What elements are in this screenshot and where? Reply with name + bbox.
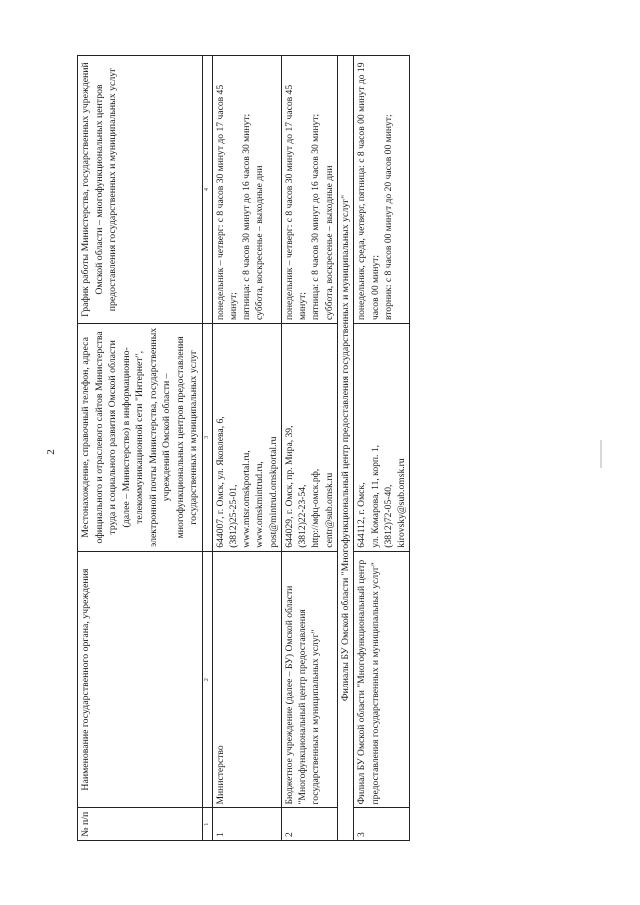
location-line: (3812)72-05-40, — [382, 484, 394, 548]
table-row — [212, 56, 281, 841]
schedule-line: пятница: с 8 часов 30 минут до 16 часов 30 минут; — [310, 113, 322, 321]
schedule-line: понедельник – четверг: с 8 часов 30 минут до 17 часов 45 минут; — [214, 84, 239, 321]
row-number: 3 — [354, 808, 410, 841]
location-line: centr@sub.omsk.ru — [323, 472, 335, 548]
location-line: post@mintrud.omskportal.ru — [267, 436, 279, 548]
location-line: kirovsky@sub.omsk.ru — [395, 458, 407, 548]
header-schedule: График работы Министерства, государственных учреждений Омской области – многофункциональных центров предоставления государственных и муниципальных услуг — [78, 56, 203, 324]
rotated-table-container — [77, 55, 531, 841]
location-line: ул. Комарова, 11, корп. 1, — [369, 444, 381, 548]
location-line: 644112, г. Омск, — [356, 482, 368, 548]
column-number: 2 — [202, 551, 212, 808]
offices-table — [77, 55, 410, 841]
row-location — [354, 324, 410, 552]
schedule-line: пятница: с 8 часов 30 минут до 16 часов 30 минут; — [241, 113, 253, 321]
section-title: Филиалы БУ Омской области "Многофункциональный центр предоставления государственных и муниципальных услуг" — [337, 56, 354, 841]
schedule-line: суббота, воскресенье – выходные дни — [323, 165, 335, 321]
row-number: 2 — [281, 808, 337, 841]
row-name: Филиал БУ Омской области "Многофункциональный центр предоставления государственных и муниципальных услуг" — [354, 551, 410, 808]
row-schedule — [281, 56, 337, 324]
row-schedule — [212, 56, 281, 324]
row-number: 1 — [212, 808, 281, 841]
schedule-line: суббота, воскресенье – выходные дни — [254, 165, 266, 321]
location-line: www.omskmintrud.ru, — [254, 461, 266, 548]
column-number: 4 — [202, 56, 212, 324]
row-name: Бюджетное учреждение (далее – БУ) Омской области "Многофункциональный центр предоставления государственных и муниципальных услуг" — [281, 551, 337, 808]
schedule-line: понедельник – четверг: с 8 часов 30 минут до 17 часов 45 минут; — [283, 84, 309, 321]
location-line: 644007, г. Омск, ул. Яковлева, 6, — [214, 416, 226, 548]
column-number: 3 — [202, 324, 212, 552]
row-name: Министерство — [212, 551, 281, 808]
header-number: № п/п — [78, 808, 203, 841]
column-numbers-row — [202, 56, 212, 841]
scan-artifact — [600, 440, 602, 468]
row-schedule — [354, 56, 410, 324]
schedule-line: вторник: с 8 часов 00 минут до 20 часов 00 минут; — [382, 114, 394, 321]
column-number: 1 — [202, 808, 212, 841]
table-row — [281, 56, 337, 841]
row-location — [212, 324, 281, 552]
location-line: http://мфц-омск.рф, — [310, 468, 322, 548]
header-location: Местонахождение, справочный телефон, адреса официального и отраслевого сайтов Министерства труда и социального развития Омской области (далее – Министерство) в информационно-телекоммуникационной сети "Интернет", электронной почты Министерства, государственных учреждений Омской области – многофункциональных центров предоставления государственных и муниципальных услуг — [78, 324, 203, 552]
schedule-line: понедельник, среда, четверг, пятница: с 8 часов 00 минут до 19 часов 00 минут; — [356, 62, 381, 321]
section-row — [337, 56, 354, 841]
table-header-row — [78, 56, 203, 841]
location-line: 644029, г. Омск, пр. Мира, 39, — [283, 425, 295, 548]
row-location — [281, 324, 337, 552]
location-line: (3812)25-25-01, — [227, 484, 239, 548]
location-line: www.mtsr.omskportal.ru, — [241, 450, 253, 548]
header-name: Наименование государственного органа, учреждения — [78, 551, 203, 808]
page-number: 2 — [45, 449, 57, 455]
location-line: (3812)22-23-54, — [297, 484, 309, 548]
table-row — [354, 56, 410, 841]
